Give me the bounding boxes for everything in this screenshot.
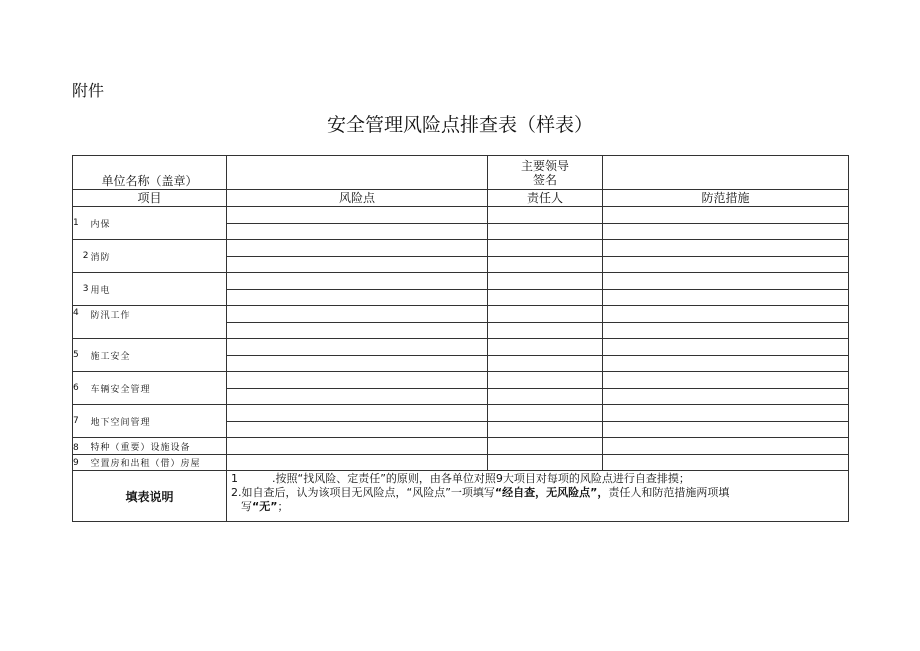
measure-cell[interactable]: [603, 240, 849, 257]
col-header-measures: 防范措施: [603, 190, 849, 207]
person-cell[interactable]: [488, 438, 603, 455]
risk-cell[interactable]: [227, 405, 488, 422]
item-number: 1: [73, 207, 91, 240]
risk-cell[interactable]: [227, 422, 488, 438]
notes-line-2-bold: “经自查，无风险点”，: [494, 486, 609, 499]
col-header-item: 项目: [73, 190, 227, 207]
item-name: 防汛工作: [91, 306, 227, 339]
leader-sign-label: [488, 156, 603, 190]
person-cell[interactable]: [488, 224, 603, 240]
item-name: 特种（重要）设施设备: [91, 438, 227, 455]
person-cell[interactable]: [488, 389, 603, 405]
unit-name-label: 单位名称（盖章）: [73, 156, 227, 190]
measure-cell[interactable]: [603, 207, 849, 224]
item-name: 车辆安全管理: [91, 372, 227, 405]
risk-cell[interactable]: [227, 438, 488, 455]
item-number: 5: [73, 339, 91, 372]
person-cell[interactable]: [488, 372, 603, 389]
person-cell[interactable]: [488, 356, 603, 372]
risk-cell[interactable]: [227, 323, 488, 339]
notes-line-3-prefix: 写: [241, 500, 253, 513]
measure-cell[interactable]: [603, 339, 849, 356]
risk-cell[interactable]: [227, 290, 488, 306]
unit-name-field[interactable]: [227, 156, 488, 190]
risk-cell[interactable]: [227, 455, 488, 471]
item-number: 7: [73, 405, 91, 438]
person-cell[interactable]: [488, 323, 603, 339]
notes-label: 填表说明: [73, 471, 227, 522]
notes-line-2: [231, 486, 844, 500]
risk-cell[interactable]: [227, 372, 488, 389]
measure-cell[interactable]: [603, 306, 849, 323]
page-title: 安全管理风险点排查表（样表）: [326, 114, 593, 136]
measure-cell[interactable]: [603, 356, 849, 372]
notes-line-3-bold: “无”: [252, 500, 278, 513]
leader-sign-line2: 签名: [533, 172, 558, 187]
measure-cell[interactable]: [603, 290, 849, 306]
notes-line-1-text: .按照“找风险、定责任”的原则，由各单位对照9大项目对每项的风险点进行自查排摸；: [272, 472, 690, 485]
risk-cell[interactable]: [227, 273, 488, 290]
notes-line-3-suffix: ；: [277, 500, 289, 513]
risk-cell[interactable]: [227, 306, 488, 323]
notes-line-2-prefix: 2.如自查后，认为该项目无风险点，“风险点”一项填写: [231, 486, 495, 499]
person-cell[interactable]: [488, 306, 603, 323]
risk-cell[interactable]: [227, 356, 488, 372]
leader-sign-line1: 主要领导: [521, 158, 570, 173]
measure-cell[interactable]: [603, 455, 849, 471]
measure-cell[interactable]: [603, 372, 849, 389]
person-cell[interactable]: [488, 290, 603, 306]
measure-cell[interactable]: [603, 323, 849, 339]
item-number: 8: [73, 438, 91, 455]
item-name: 消防: [91, 240, 227, 273]
item-name: 地下空间管理: [91, 405, 227, 438]
measure-cell[interactable]: [603, 389, 849, 405]
person-cell[interactable]: [488, 405, 603, 422]
person-cell[interactable]: [488, 207, 603, 224]
measure-cell[interactable]: [603, 273, 849, 290]
notes-text: [227, 471, 849, 522]
item-name: 空置房和出租（借）房屋: [91, 455, 227, 471]
measure-cell[interactable]: [603, 438, 849, 455]
risk-cell[interactable]: [227, 240, 488, 257]
annex-label: 附件: [72, 81, 105, 100]
notes-line-1-num: 1: [231, 472, 239, 485]
item-number: 4: [73, 306, 91, 339]
item-name: 用电: [91, 273, 227, 306]
person-cell[interactable]: [488, 455, 603, 471]
person-cell[interactable]: [488, 257, 603, 273]
risk-check-table: [72, 155, 849, 522]
item-name: 内保: [91, 207, 227, 240]
item-number: 2: [73, 240, 91, 273]
col-header-risk: 风险点: [227, 190, 488, 207]
risk-cell[interactable]: [227, 339, 488, 356]
person-cell[interactable]: [488, 273, 603, 290]
risk-cell[interactable]: [227, 224, 488, 240]
col-header-person: 责任人: [488, 190, 603, 207]
measure-cell[interactable]: [603, 224, 849, 240]
risk-cell[interactable]: [227, 257, 488, 273]
notes-line-2-suffix: 责任人和防范措施两项填: [608, 486, 730, 499]
risk-cell[interactable]: [227, 207, 488, 224]
item-number: 9: [73, 455, 91, 471]
person-cell[interactable]: [488, 422, 603, 438]
notes-line-3: [231, 500, 844, 514]
measure-cell[interactable]: [603, 405, 849, 422]
person-cell[interactable]: [488, 240, 603, 257]
item-name: 施工安全: [91, 339, 227, 372]
measure-cell[interactable]: [603, 257, 849, 273]
person-cell[interactable]: [488, 339, 603, 356]
item-number: 6: [73, 372, 91, 405]
notes-line-1: [231, 472, 844, 486]
leader-sign-field[interactable]: [603, 156, 849, 190]
risk-cell[interactable]: [227, 389, 488, 405]
measure-cell[interactable]: [603, 422, 849, 438]
item-number: 3: [73, 273, 91, 306]
